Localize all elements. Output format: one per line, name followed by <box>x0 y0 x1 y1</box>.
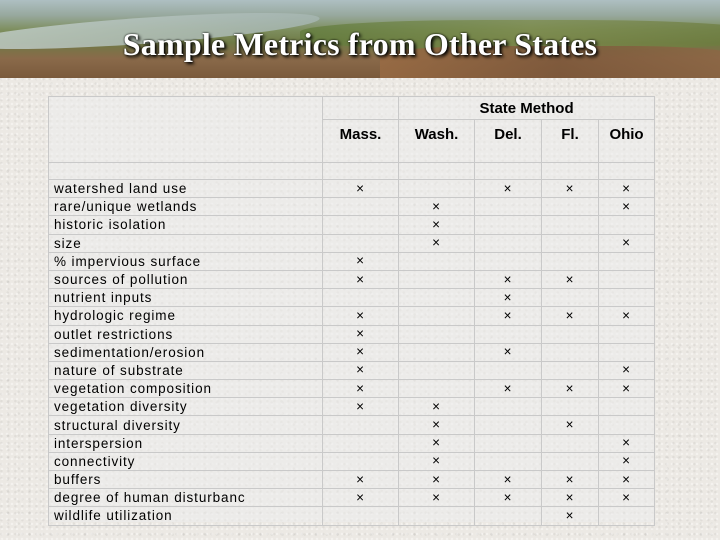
x-mark-icon: × <box>475 307 542 325</box>
method-cell <box>399 507 475 525</box>
method-cell <box>399 180 475 198</box>
x-mark-icon: × <box>542 180 599 198</box>
metrics-body <box>49 180 655 526</box>
method-cell <box>399 343 475 361</box>
method-cell <box>475 434 542 452</box>
spacer-cell <box>49 163 323 180</box>
method-cell <box>475 216 542 234</box>
header-mass-blank <box>323 97 399 120</box>
state-header: Mass. <box>323 120 399 163</box>
method-cell <box>323 234 399 252</box>
method-cell <box>599 507 655 525</box>
method-cell <box>599 270 655 288</box>
state-header: Ohio <box>599 120 655 163</box>
x-mark-icon: × <box>323 380 399 398</box>
method-cell <box>475 416 542 434</box>
method-cell <box>599 416 655 434</box>
table-row <box>49 507 655 525</box>
table-row <box>49 416 655 434</box>
metric-label: connectivity <box>49 452 323 470</box>
method-cell <box>599 325 655 343</box>
x-mark-icon: × <box>323 471 399 489</box>
method-cell <box>323 198 399 216</box>
x-mark-icon: × <box>323 180 399 198</box>
metric-label: hydrologic regime <box>49 307 323 325</box>
x-mark-icon: × <box>599 234 655 252</box>
x-mark-icon: × <box>399 416 475 434</box>
state-method-header: State Method <box>399 97 655 120</box>
table-row <box>49 434 655 452</box>
metric-label: sources of pollution <box>49 270 323 288</box>
method-cell <box>542 198 599 216</box>
method-cell <box>323 507 399 525</box>
x-mark-icon: × <box>323 361 399 379</box>
method-cell <box>542 343 599 361</box>
x-mark-icon: × <box>475 270 542 288</box>
x-mark-icon: × <box>399 234 475 252</box>
metric-label: vegetation composition <box>49 380 323 398</box>
table-row <box>49 343 655 361</box>
table-row <box>49 216 655 234</box>
table-row <box>49 289 655 307</box>
x-mark-icon: × <box>599 452 655 470</box>
metric-label: % impervious surface <box>49 252 323 270</box>
metric-label: historic isolation <box>49 216 323 234</box>
table-row <box>49 234 655 252</box>
x-mark-icon: × <box>475 180 542 198</box>
method-cell <box>399 252 475 270</box>
x-mark-icon: × <box>323 489 399 507</box>
x-mark-icon: × <box>399 216 475 234</box>
metric-label: rare/unique wetlands <box>49 198 323 216</box>
x-mark-icon: × <box>542 307 599 325</box>
method-cell <box>399 289 475 307</box>
method-cell <box>475 325 542 343</box>
slide-title: Sample Metrics from Other States <box>122 26 598 62</box>
x-mark-icon: × <box>542 416 599 434</box>
metrics-table <box>48 96 655 526</box>
x-mark-icon: × <box>542 380 599 398</box>
x-mark-icon: × <box>542 489 599 507</box>
table-row <box>49 361 655 379</box>
method-cell <box>542 361 599 379</box>
x-mark-icon: × <box>399 452 475 470</box>
table-row <box>49 471 655 489</box>
metric-label: size <box>49 234 323 252</box>
metric-label: sedimentation/erosion <box>49 343 323 361</box>
x-mark-icon: × <box>323 270 399 288</box>
method-cell <box>323 434 399 452</box>
x-mark-icon: × <box>475 471 542 489</box>
state-header: Del. <box>475 120 542 163</box>
x-mark-icon: × <box>323 343 399 361</box>
metric-label: degree of human disturbanc <box>49 489 323 507</box>
header-blank-cell <box>49 97 323 163</box>
metric-label: watershed land use <box>49 180 323 198</box>
x-mark-icon: × <box>323 307 399 325</box>
method-cell <box>542 289 599 307</box>
table-row <box>49 452 655 470</box>
method-cell <box>542 252 599 270</box>
x-mark-icon: × <box>323 398 399 416</box>
method-cell <box>475 252 542 270</box>
method-cell <box>399 380 475 398</box>
x-mark-icon: × <box>599 180 655 198</box>
method-cell <box>323 452 399 470</box>
x-mark-icon: × <box>475 289 542 307</box>
x-mark-icon: × <box>399 471 475 489</box>
table-row <box>49 325 655 343</box>
x-mark-icon: × <box>599 489 655 507</box>
method-cell <box>599 343 655 361</box>
x-mark-icon: × <box>399 198 475 216</box>
method-cell <box>323 216 399 234</box>
method-cell <box>323 416 399 434</box>
method-cell <box>599 289 655 307</box>
state-header: Fl. <box>542 120 599 163</box>
method-cell <box>475 234 542 252</box>
method-cell <box>542 325 599 343</box>
x-mark-icon: × <box>599 198 655 216</box>
method-cell <box>475 198 542 216</box>
method-cell <box>542 234 599 252</box>
x-mark-icon: × <box>399 434 475 452</box>
method-cell <box>399 270 475 288</box>
x-mark-icon: × <box>475 343 542 361</box>
x-mark-icon: × <box>399 398 475 416</box>
table-row <box>49 380 655 398</box>
method-cell <box>599 398 655 416</box>
x-mark-icon: × <box>475 380 542 398</box>
metric-label: outlet restrictions <box>49 325 323 343</box>
metric-label: nature of substrate <box>49 361 323 379</box>
metric-label: buffers <box>49 471 323 489</box>
method-cell <box>475 452 542 470</box>
x-mark-icon: × <box>542 507 599 525</box>
method-cell <box>475 507 542 525</box>
method-cell <box>399 361 475 379</box>
metric-label: interspersion <box>49 434 323 452</box>
x-mark-icon: × <box>599 307 655 325</box>
metric-label: structural diversity <box>49 416 323 434</box>
x-mark-icon: × <box>323 325 399 343</box>
method-cell <box>399 325 475 343</box>
method-cell <box>542 452 599 470</box>
method-cell <box>475 361 542 379</box>
table-row <box>49 489 655 507</box>
x-mark-icon: × <box>599 471 655 489</box>
state-header: Wash. <box>399 120 475 163</box>
method-cell <box>599 252 655 270</box>
table-row <box>49 307 655 325</box>
x-mark-icon: × <box>399 489 475 507</box>
x-mark-icon: × <box>599 361 655 379</box>
table-row <box>49 252 655 270</box>
table-row <box>49 270 655 288</box>
metric-label: wildlife utilization <box>49 507 323 525</box>
method-cell <box>542 434 599 452</box>
table-row <box>49 198 655 216</box>
method-cell <box>542 398 599 416</box>
x-mark-icon: × <box>542 270 599 288</box>
x-mark-icon: × <box>475 489 542 507</box>
metrics-table-container <box>48 96 654 522</box>
x-mark-icon: × <box>542 471 599 489</box>
table-row <box>49 180 655 198</box>
metric-label: nutrient inputs <box>49 289 323 307</box>
method-cell <box>399 307 475 325</box>
x-mark-icon: × <box>599 434 655 452</box>
x-mark-icon: × <box>323 252 399 270</box>
method-cell <box>542 216 599 234</box>
table-row <box>49 398 655 416</box>
x-mark-icon: × <box>599 380 655 398</box>
metric-label: vegetation diversity <box>49 398 323 416</box>
method-cell <box>323 289 399 307</box>
method-cell <box>475 398 542 416</box>
method-cell <box>599 216 655 234</box>
